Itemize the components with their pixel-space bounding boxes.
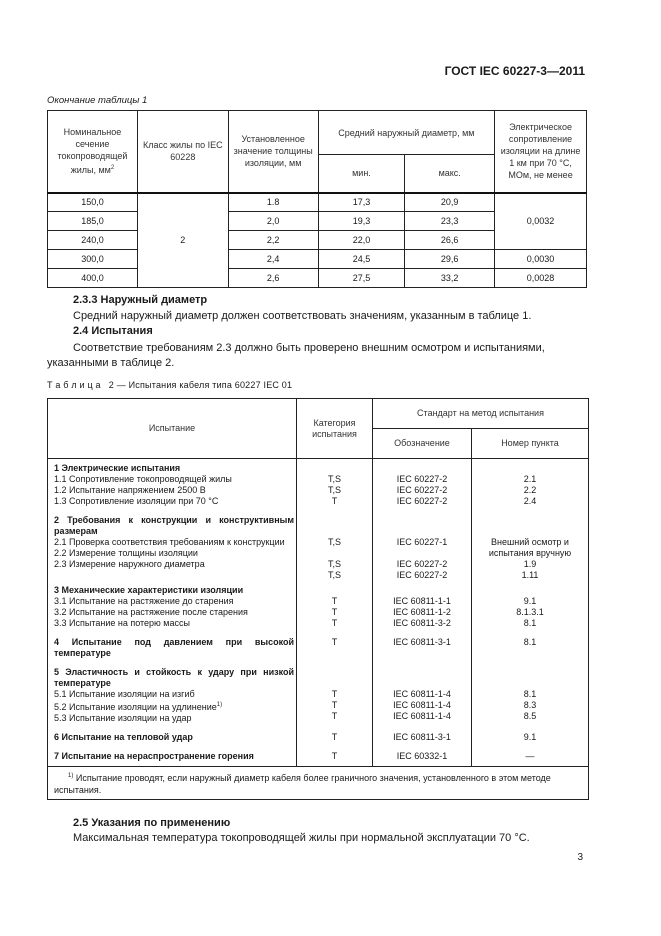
cell-clause [472,581,589,633]
group-clause [474,585,586,596]
item-des: IEC 60811-1-4 [393,700,451,710]
item-clause: 2.4 [523,496,537,506]
item-des: IEC 60227-2 [396,559,448,569]
t1-header-diameter: Средний наружный диаметр, мм [318,111,494,155]
group-cat [299,585,370,596]
group-clause: 9.1 [523,732,537,742]
cell-designation [373,581,472,633]
cell-clause [472,663,589,728]
table-row-group [48,511,589,581]
section-2-5-text: Максимальная температура токопроводящей жилы при нормальной эксплуатации 70 °С. [73,832,530,844]
cell-test [48,581,297,633]
cell-category [297,581,373,633]
table-row [48,269,587,288]
cell-min: 24,5 [318,250,405,269]
item-des: IEC 60811-3-2 [393,618,451,628]
cell-designation [373,459,472,512]
cell-resistance: 0,0028 [495,269,587,288]
t2-header-test: Испытание [48,399,297,459]
cell-clause [472,511,589,581]
cell-max: 26,6 [405,231,495,250]
test-item: 2.3 Измерение наружного диаметра [54,559,205,569]
table-row [48,250,587,269]
cell-test [48,747,297,767]
test-item: 1.3 Сопротивление изоляции при 70 °С [54,496,219,506]
group-des: IEC 60811-3-1 [393,637,451,647]
group-title: 4 Испытание под давлением при высокой температуре [54,637,294,658]
table-row-group [48,459,589,512]
cell-thickness: 2,2 [228,231,318,250]
group-cat: T [331,751,338,761]
test-item: 3.1 Испытание на растяжение до старения [54,596,234,606]
test-item: 2.2 Измерение толщины изоляции [54,548,198,558]
cell-designation [373,511,472,581]
table-row-group [48,747,589,767]
item-clause: 1.11 [521,570,539,580]
item-des: IEC 60811-1-2 [393,607,451,617]
table1-caption: Окончание таблицы 1 [47,95,148,106]
cell-category [297,511,373,581]
cell-test [48,459,297,512]
group-des: IEC 60332-1 [396,751,448,761]
group-title: 3 Механические характеристики изоляции [54,585,244,595]
item-clause: 9.1 [523,596,537,606]
cell-min: 19,3 [318,212,405,231]
test-item: 1.1 Сопротивление токопроводящей жилы [54,474,232,484]
t1-header-min: мин. [318,155,405,193]
group-cat [299,463,370,474]
page-number: 3 [577,852,583,863]
item-cat: T [331,596,338,606]
group-clause: 8.1 [523,637,537,647]
item-cat: T,S [327,474,341,484]
cell-resistance: 0,0032 [495,193,587,250]
cell-min: 17,3 [318,193,405,212]
cell-min: 27,5 [318,269,405,288]
table-2 [47,398,589,800]
cell-section: 400,0 [48,269,138,288]
item-clause: 2.1 [523,474,537,484]
group-clause [474,463,586,474]
t1-header-thickness: Установленное значение толщины изоляции, мм [228,111,318,193]
group-cat [299,667,370,678]
item-cat: T,S [327,559,341,569]
item-des: IEC 60227-1 [396,537,448,547]
cell-class: 2 [137,193,228,288]
item-cat: T,S [327,537,341,547]
group-cat: T [331,732,338,742]
cell-clause [472,728,589,747]
test-item: 3.3 Испытание на потерю массы [54,618,190,628]
group-title: 6 Испытание на тепловой удар [54,732,193,742]
test-item: 1.2 Испытание напряжением 2500 В [54,485,206,495]
cell-section: 300,0 [48,250,138,269]
table2-footnote: $^{1)}$ Испытание проводят, если наружный диаметр кабеля более граничного значения, установленного в этом методе испытания. [48,767,589,800]
section-2-4-text: Соответствие требованиям 2.3 должно быть проверено внешним осмотром и испытаниями, указанными в таблице 2. [47,342,545,369]
item-clause: 2.2 [523,485,537,495]
item-clause: 8.1 [523,689,537,699]
t1-header-max: макс. [405,155,495,193]
cell-thickness: 2,6 [228,269,318,288]
cell-clause [472,747,589,767]
group-clause [474,667,586,678]
section-2-3-3-text: Средний наружный диаметр должен соответствовать значениям, указанным в таблице 1. [73,310,532,322]
table2-caption: Т а б л и ц а 2 — Испытания кабеля типа 60227 IEC 01 [47,380,293,390]
cell-designation [373,663,472,728]
table-row-group [48,581,589,633]
section-2-4-title: 2.4 Испытания [73,325,153,337]
cell-category [297,459,373,512]
section-2-3-3-title: 2.3.3 Наружный диаметр [73,294,208,306]
cell-section: 240,0 [48,231,138,250]
item-cat: T,S [327,485,341,495]
cell-designation [373,728,472,747]
table-1 [47,110,587,288]
group-des [375,667,469,678]
section-2-5-title: 2.5 Указания по применению [73,817,231,829]
group-title: 7 Испытание на нераспространение горения [54,751,254,761]
cell-category [297,747,373,767]
item-clause: 8.5 [523,711,537,721]
test-item: 3.2 Испытание на растяжение после старения [54,607,248,617]
table-row-group [48,728,589,747]
cell-test [48,511,297,581]
item-clause: 1.9 [523,559,537,569]
group-des: IEC 60811-3-1 [393,732,451,742]
cell-resistance: 0,0030 [495,250,587,269]
group-des [375,463,469,474]
cell-max: 33,2 [405,269,495,288]
cell-thickness: 2,0 [228,212,318,231]
item-des: IEC 60227-2 [396,474,448,484]
cell-designation [373,747,472,767]
item-cat: T [331,607,338,617]
cell-category [297,728,373,747]
table-row-group [48,633,589,663]
cell-clause [472,459,589,512]
table-row [48,193,587,212]
item-des: IEC 60811-1-1 [393,596,451,606]
group-clause: — [525,751,535,761]
item-clause: 8.1 [523,618,537,628]
test-item: 2.1 Проверка соответствия требованиям к конструкции [54,537,285,547]
item-des: IEC 60811-1-4 [393,711,451,721]
cell-designation [373,633,472,663]
group-title: 5 Эластичность и стойкость к удару при низкой температуре [54,667,294,688]
t2-header-clause: Номер пункта [472,429,589,459]
cell-thickness: 2,4 [228,250,318,269]
item-cat: T [331,496,338,506]
cell-max: 20,9 [405,193,495,212]
group-cat: T [331,637,338,647]
item-cat: T [331,700,338,710]
item-des: IEC 60227-2 [396,485,448,495]
document-header: ГОСТ IEC 60227-3—2011 [444,64,585,78]
table-row-group [48,663,589,728]
cell-section: 185,0 [48,212,138,231]
t2-header-standard: Стандарт на метод испытания [373,399,589,429]
group-title: 1 Электрические испытания [54,463,181,473]
t2-header-category: Категория испытания [297,399,373,459]
item-cat: T [331,689,338,699]
test-item: 5.1 Испытание изоляции на изгиб [54,689,195,699]
item-des: IEC 60227-2 [396,496,448,506]
group-cat [299,515,370,526]
test-item: 5.2 Испытание изоляции на удлинение$^{1)}$ [54,702,223,712]
t1-header-section: Номинальное сечение токопроводящей жилы, $мм^2$ [48,111,138,193]
group-title: 2 Требования к конструкции и конструктивным размерам [54,515,294,536]
group-des [375,515,469,526]
cell-clause [472,633,589,663]
cell-min: 22,0 [318,231,405,250]
cell-test [48,728,297,747]
item-clause: Внешний осмотр и испытания вручную [488,537,572,558]
item-cat: T [331,711,338,721]
cell-max: 29,6 [405,250,495,269]
cell-thickness: 1.8 [228,193,318,212]
cell-test [48,633,297,663]
group-des [375,585,469,596]
cell-max: 23,3 [405,212,495,231]
cell-test [48,663,297,728]
cell-category [297,663,373,728]
t2-header-designation: Обозначение [373,429,472,459]
test-item: 5.3 Испытание изоляции на удар [54,713,192,723]
item-clause: 8.3 [523,700,537,710]
item-clause: 8.1.3.1 [516,607,544,617]
table2-and-following-content [47,398,589,863]
cell-section: 150,0 [48,193,138,212]
item-des: IEC 60227-2 [396,570,448,580]
item-cat: T [331,618,338,628]
cell-category [297,633,373,663]
t1-header-class: Класс жилы по IEC 60228 [137,111,228,193]
item-des: IEC 60811-1-4 [393,689,451,699]
group-clause [474,515,586,526]
item-cat: T,S [327,570,341,580]
t1-header-resistance: Электрическое сопротивление изоляции на длине 1 км при 70 °С, МОм, не менее [495,111,587,193]
